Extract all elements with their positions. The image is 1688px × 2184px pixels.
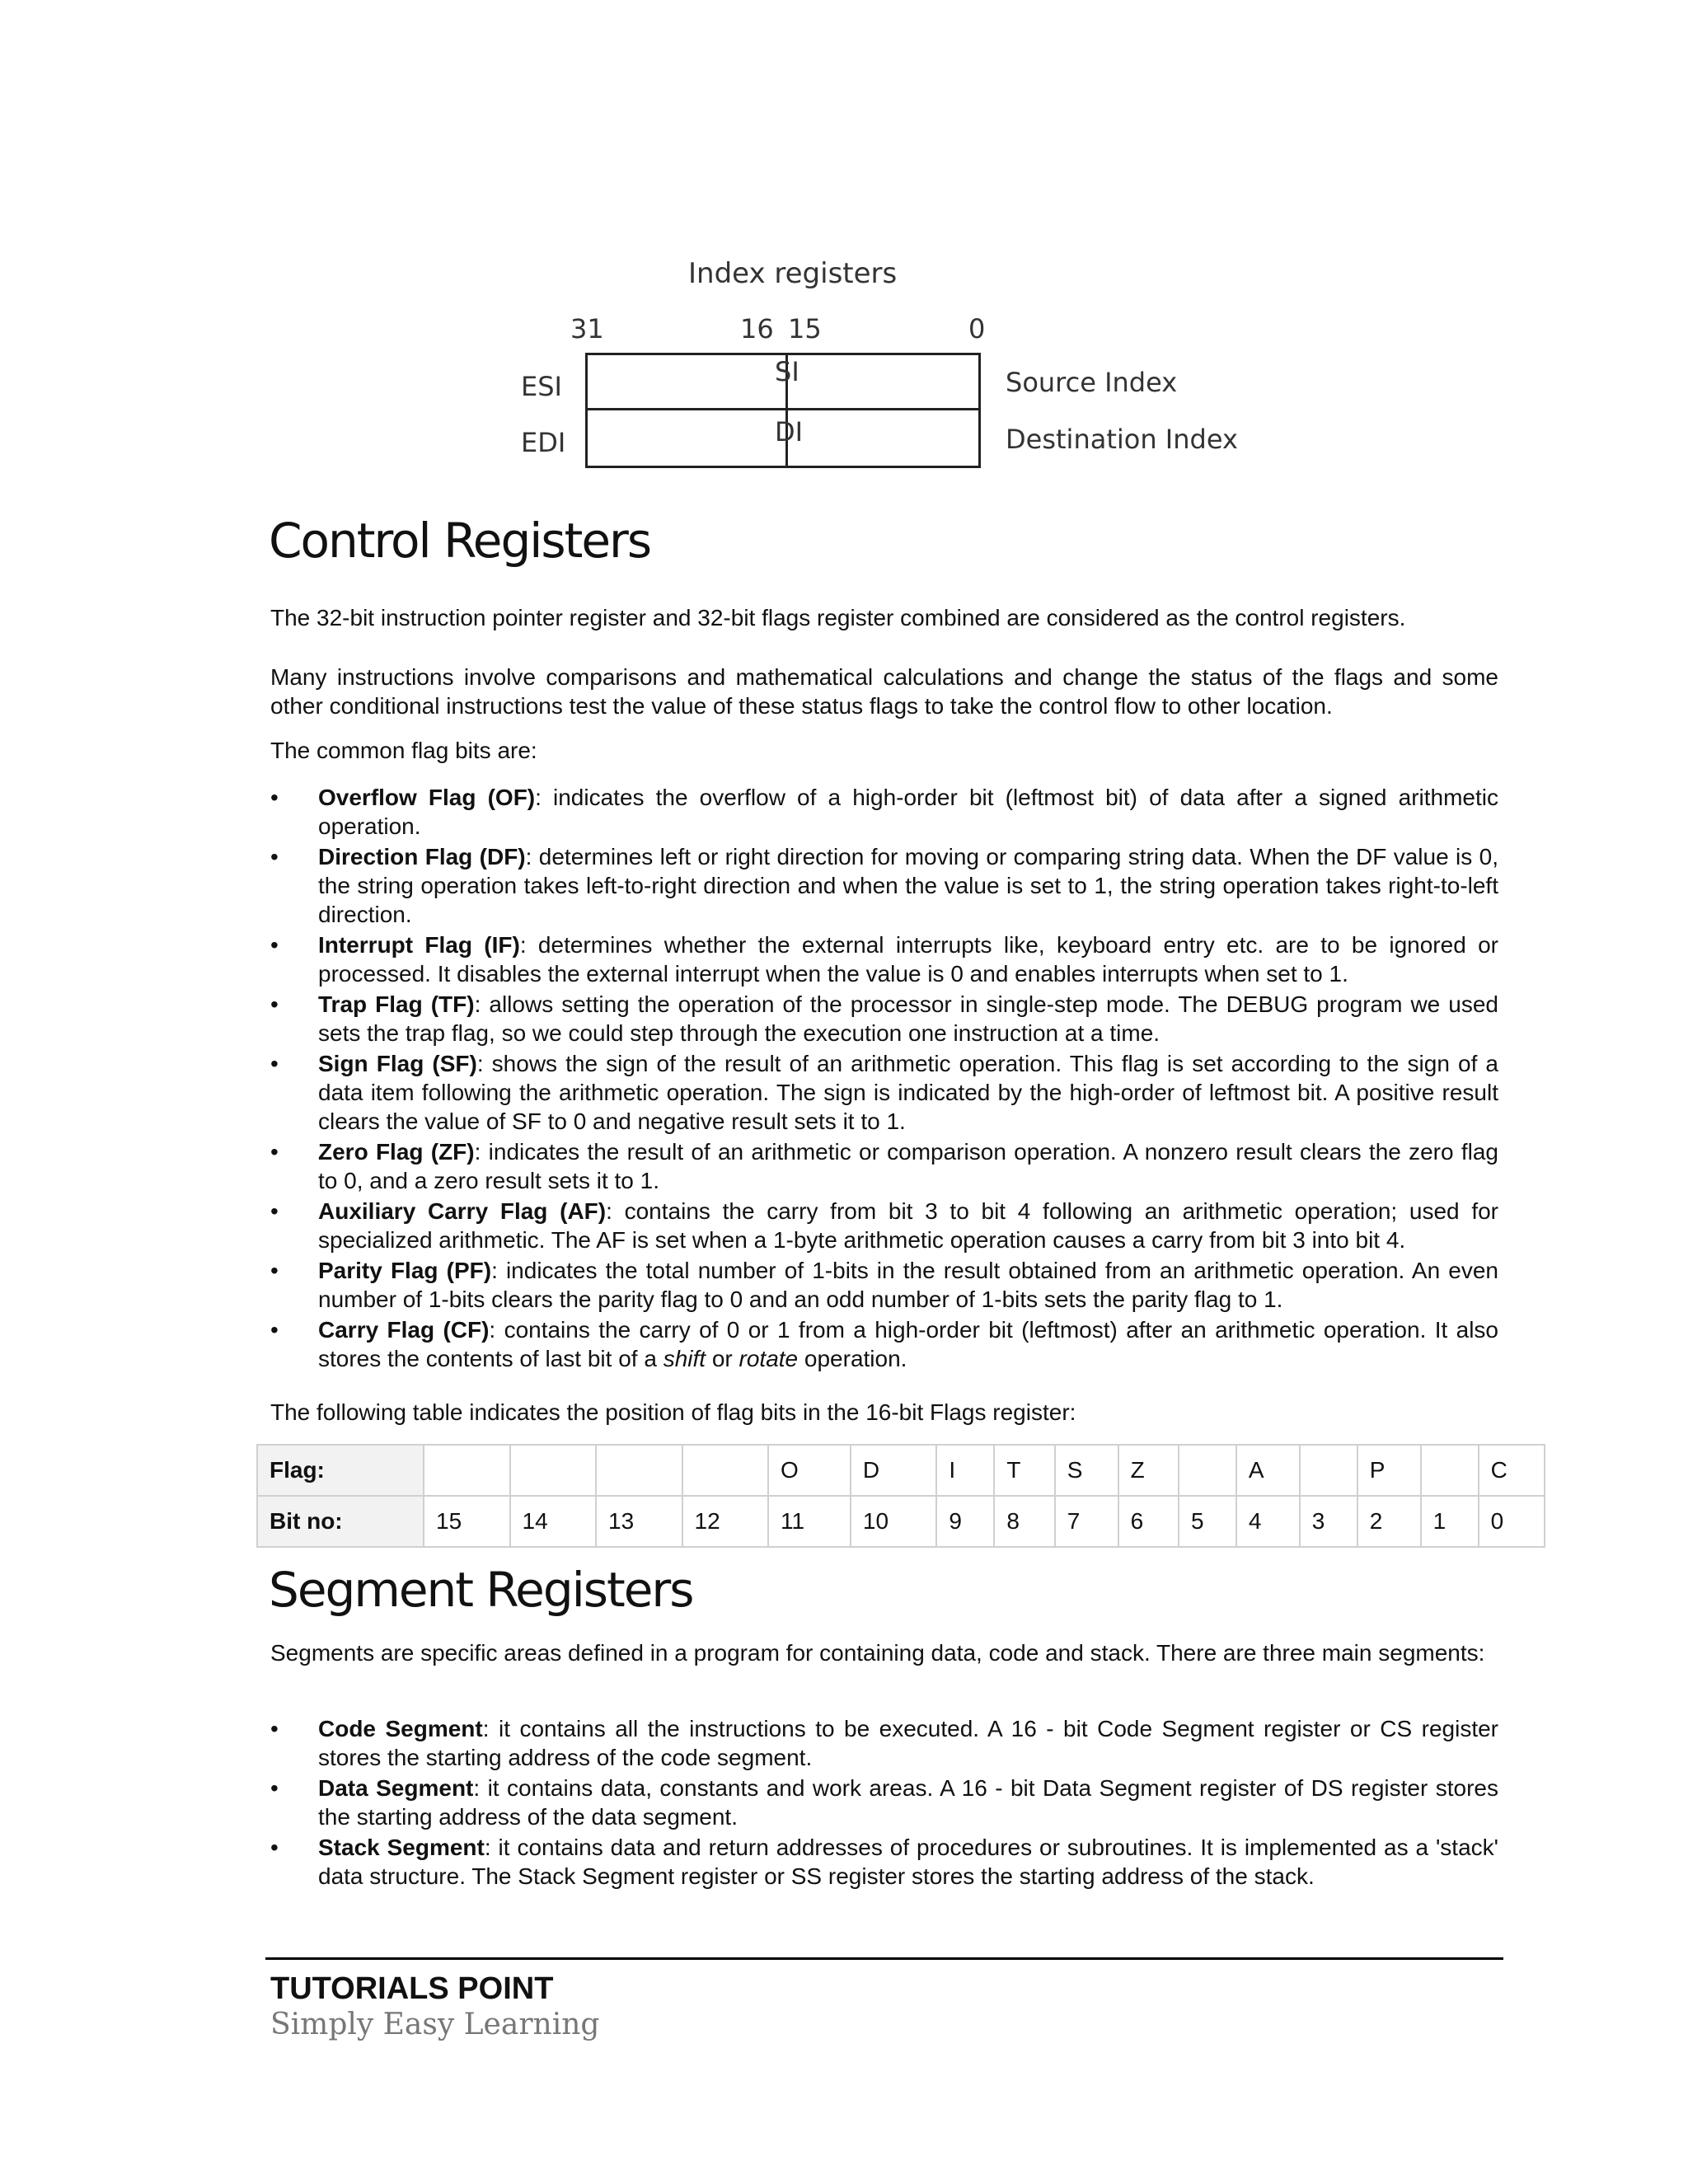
control-paragraph-3: The common flag bits are: bbox=[270, 738, 537, 763]
control-paragraph-2: Many instructions involve comparisons and mathematical calculations and change the status of the flags and some other conditional instructions test the value of these status flags to take the control flow to other location. bbox=[270, 664, 1498, 719]
table-cell bbox=[1300, 1445, 1357, 1496]
table-cell bbox=[1421, 1445, 1479, 1496]
register-name-edi: EDI bbox=[521, 427, 566, 458]
emphasis-rotate: rotate bbox=[738, 1346, 799, 1371]
register-name-esi: ESI bbox=[521, 371, 562, 402]
bit-31-label: 31 bbox=[570, 313, 604, 344]
flag-description: : contains the carry from bit 3 to bit 4 following an arithmetic operation; used for specialized arithmetic. The AF is set when a 1-byte arithmetic operation causes a carry from bit 3 into bit 4. bbox=[318, 1198, 1499, 1253]
flag-bits-table bbox=[256, 1444, 1545, 1548]
table-cell: 7 bbox=[1055, 1496, 1118, 1547]
flag-description: : contains the carry of 0 or 1 from a high-order bit (leftmost) after an arithmetic operation. It also stores the contents of last bit of a bbox=[318, 1317, 1499, 1371]
list-item: • Direction Flag (DF): determines left or right direction for moving or comparing string data. When the DF value is 0, the string operation takes left-to-right direction and when the value is set to 1, the string operation takes right-to-left direction. bbox=[270, 844, 1498, 927]
table-cell: 9 bbox=[936, 1496, 994, 1547]
segment-description: : it contains all the instructions to be executed. A 16 - bit Code Segment register or CS register stores the starting address of the code segment. bbox=[318, 1716, 1499, 1770]
table-cell: 12 bbox=[682, 1496, 769, 1547]
table-cell: 0 bbox=[1479, 1496, 1545, 1547]
table-cell bbox=[596, 1445, 682, 1496]
flag-name: Sign Flag (SF) bbox=[318, 1051, 477, 1076]
list-item: • Trap Flag (TF): allows setting the operation of the processor in single-step mode. The DEBUG program we used sets the trap flag, so we could step through the execution one instruction at a time. bbox=[270, 991, 1498, 1046]
footer-tagline: Simply Easy Learning bbox=[270, 2008, 600, 2041]
segment-paragraph-1: Segments are specific areas defined in a program for containing data, code and stack. There are three main segments: bbox=[270, 1640, 1485, 1666]
table-cell bbox=[1179, 1445, 1236, 1496]
register-desc-source-index: Source Index bbox=[1006, 367, 1178, 398]
table-cell: Z bbox=[1118, 1445, 1179, 1496]
table-cell: 1 bbox=[1421, 1496, 1479, 1547]
table-row-label: Flag: bbox=[257, 1445, 424, 1496]
table-cell: 11 bbox=[768, 1496, 851, 1547]
flag-description-or: or bbox=[706, 1346, 739, 1371]
table-cell: 6 bbox=[1118, 1496, 1179, 1547]
flag-name: Auxiliary Carry Flag (AF) bbox=[318, 1198, 607, 1224]
segment-description: : it contains data and return addresses of procedures or subroutines. It is implemented as a 'stack' data structure. The Stack Segment register or SS register stores the starting address of the stack. bbox=[318, 1835, 1499, 1889]
control-paragraph-1: The 32-bit instruction pointer register and 32-bit flags register combined are considered as the control registers. bbox=[270, 605, 1406, 630]
bit-15-label: 15 bbox=[788, 313, 822, 344]
flag-table-intro: The following table indicates the position of flag bits in the 16-bit Flags register: bbox=[270, 1399, 1076, 1425]
list-item: • Sign Flag (SF): shows the sign of the result of an arithmetic operation. This flag is set according to the sign of a data item following the arithmetic operation. The sign is indicated by the high-order of leftmost bit. A positive result clears the value of SF to 0 and negative result sets it to 1. bbox=[270, 1051, 1498, 1134]
segment-registers-heading: Segment Registers bbox=[269, 1562, 693, 1618]
list-item: • Interrupt Flag (IF): determines whether the external interrupts like, keyboard entry etc. are to be ignored or processed. It disables the external interrupt when the value is 0 and enables interrupts when set to 1. bbox=[270, 932, 1498, 987]
table-cell: I bbox=[936, 1445, 994, 1496]
table-cell: 10 bbox=[851, 1496, 937, 1547]
table-cell: 4 bbox=[1236, 1496, 1300, 1547]
table-cell bbox=[424, 1445, 510, 1496]
list-item: • Data Segment: it contains data, constants and work areas. A 16 - bit Data Segment register of DS register stores the starting address of the data segment. bbox=[270, 1775, 1498, 1830]
emphasis-shift: shift bbox=[663, 1346, 706, 1371]
table-cell bbox=[510, 1445, 597, 1496]
table-cell: 2 bbox=[1357, 1496, 1421, 1547]
list-item: • Stack Segment: it contains data and return addresses of procedures or subroutines. It is implemented as a 'stack' data structure. The Stack Segment register or SS register stores the starting address of the stack. bbox=[270, 1835, 1499, 1889]
table-cell: A bbox=[1236, 1445, 1300, 1496]
table-cell: 5 bbox=[1179, 1496, 1236, 1547]
table-cell: T bbox=[994, 1445, 1054, 1496]
segment-name: Stack Segment bbox=[318, 1835, 485, 1860]
list-item: • Auxiliary Carry Flag (AF): contains the carry from bit 3 to bit 4 following an arithmetic operation; used for specialized arithmetic. The AF is set when a 1-byte arithmetic operation causes a carry from bit 3 into bit 4. bbox=[270, 1198, 1499, 1253]
register-low-di: DI bbox=[775, 416, 804, 448]
register-low-si: SI bbox=[775, 356, 799, 387]
table-cell: 13 bbox=[596, 1496, 682, 1547]
list-item: • Code Segment: it contains all the instructions to be executed. A 16 - bit Code Segment register or CS register stores the starting address of the code segment. bbox=[270, 1716, 1499, 1770]
table-row bbox=[257, 1496, 1545, 1547]
table-cell: P bbox=[1357, 1445, 1421, 1496]
flag-description: : indicates the result of an arithmetic or comparison operation. A nonzero result clears the zero flag to 0, and a zero result sets it to 1. bbox=[318, 1139, 1498, 1193]
table-cell: 14 bbox=[510, 1496, 597, 1547]
table-cell: C bbox=[1479, 1445, 1545, 1496]
table-cell: S bbox=[1055, 1445, 1118, 1496]
flag-name: Zero Flag (ZF) bbox=[318, 1139, 475, 1165]
segment-list bbox=[270, 1714, 1498, 1892]
footer-brand: TUTORIALS POINT bbox=[270, 1971, 554, 2006]
list-item: • Zero Flag (ZF): indicates the result of an arithmetic or comparison operation. A nonzero result clears the zero flag to 0, and a zero result sets it to 1. bbox=[270, 1139, 1498, 1193]
control-registers-heading: Control Registers bbox=[269, 513, 651, 569]
figure-title: Index registers bbox=[688, 257, 898, 290]
table-row-label: Bit no: bbox=[257, 1496, 424, 1547]
flag-name: Trap Flag (TF) bbox=[318, 991, 475, 1017]
flag-description: : determines whether the external interrupts like, keyboard entry etc. are to be ignored or processed. It disables the external interrupt when the value is 0 and enables interrupts when set to 1. bbox=[318, 932, 1498, 987]
flag-bits-list bbox=[270, 783, 1498, 1375]
table-row bbox=[257, 1445, 1545, 1496]
table-cell bbox=[682, 1445, 769, 1496]
list-item: • Overflow Flag (OF): indicates the overflow of a high-order bit (leftmost bit) of data after a signed arithmetic operation. bbox=[270, 785, 1498, 839]
flag-name: Parity Flag (PF) bbox=[318, 1258, 492, 1283]
table-cell: 3 bbox=[1300, 1496, 1357, 1547]
table-cell: 15 bbox=[424, 1496, 510, 1547]
flag-description-end: operation. bbox=[798, 1346, 907, 1371]
flag-name: Carry Flag (CF) bbox=[318, 1317, 490, 1343]
footer-divider bbox=[265, 1957, 1503, 1960]
flag-description: : indicates the total number of 1-bits in the result obtained from an arithmetic operation. An even number of 1-bits clears the parity flag to 0 and an odd number of 1-bits sets the parity flag to 1. bbox=[318, 1258, 1498, 1312]
list-item: • Carry Flag (CF): contains the carry of 0 or 1 from a high-order bit (leftmost) after an arithmetic operation. It also stores the contents of last bit of a shift or rotate operation. bbox=[270, 1317, 1499, 1371]
index-registers-figure bbox=[495, 247, 1278, 494]
bit-16-label: 16 bbox=[740, 313, 774, 344]
segment-name: Code Segment bbox=[318, 1716, 483, 1741]
flag-description: : shows the sign of the result of an arithmetic operation. This flag is set according to the sign of a data item following the arithmetic operation. The sign is indicated by the high-order of leftmost bit. A positive result clears the value of SF to 0 and negative result sets it to 1. bbox=[318, 1051, 1498, 1134]
table-cell: D bbox=[851, 1445, 937, 1496]
flag-name: Interrupt Flag (IF) bbox=[318, 932, 520, 958]
flag-name: Overflow Flag (OF) bbox=[318, 785, 536, 810]
table-cell: 8 bbox=[994, 1496, 1054, 1547]
bit-0-label: 0 bbox=[968, 313, 986, 344]
list-item: • Parity Flag (PF): indicates the total number of 1-bits in the result obtained from an arithmetic operation. An even number of 1-bits clears the parity flag to 0 and an odd number of 1-bits sets the parity flag to 1. bbox=[270, 1258, 1498, 1312]
flag-description: : allows setting the operation of the processor in single-step mode. The DEBUG program we used sets the trap flag, so we could step through the execution one instruction at a time. bbox=[318, 991, 1498, 1046]
flag-name: Direction Flag (DF) bbox=[318, 844, 526, 869]
flag-description: : indicates the overflow of a high-order bit (leftmost bit) of data after a signed arithmetic operation. bbox=[318, 785, 1498, 839]
table-cell: O bbox=[768, 1445, 851, 1496]
segment-name: Data Segment bbox=[318, 1775, 474, 1801]
segment-description: : it contains data, constants and work areas. A 16 - bit Data Segment register of DS register stores the starting address of the data segment. bbox=[318, 1775, 1498, 1830]
register-desc-destination-index: Destination Index bbox=[1006, 424, 1238, 455]
flag-description: : determines left or right direction for moving or comparing string data. When the DF value is 0, the string operation takes left-to-right direction and when the value is set to 1, the string operation takes right-to-left direction. bbox=[318, 844, 1498, 927]
